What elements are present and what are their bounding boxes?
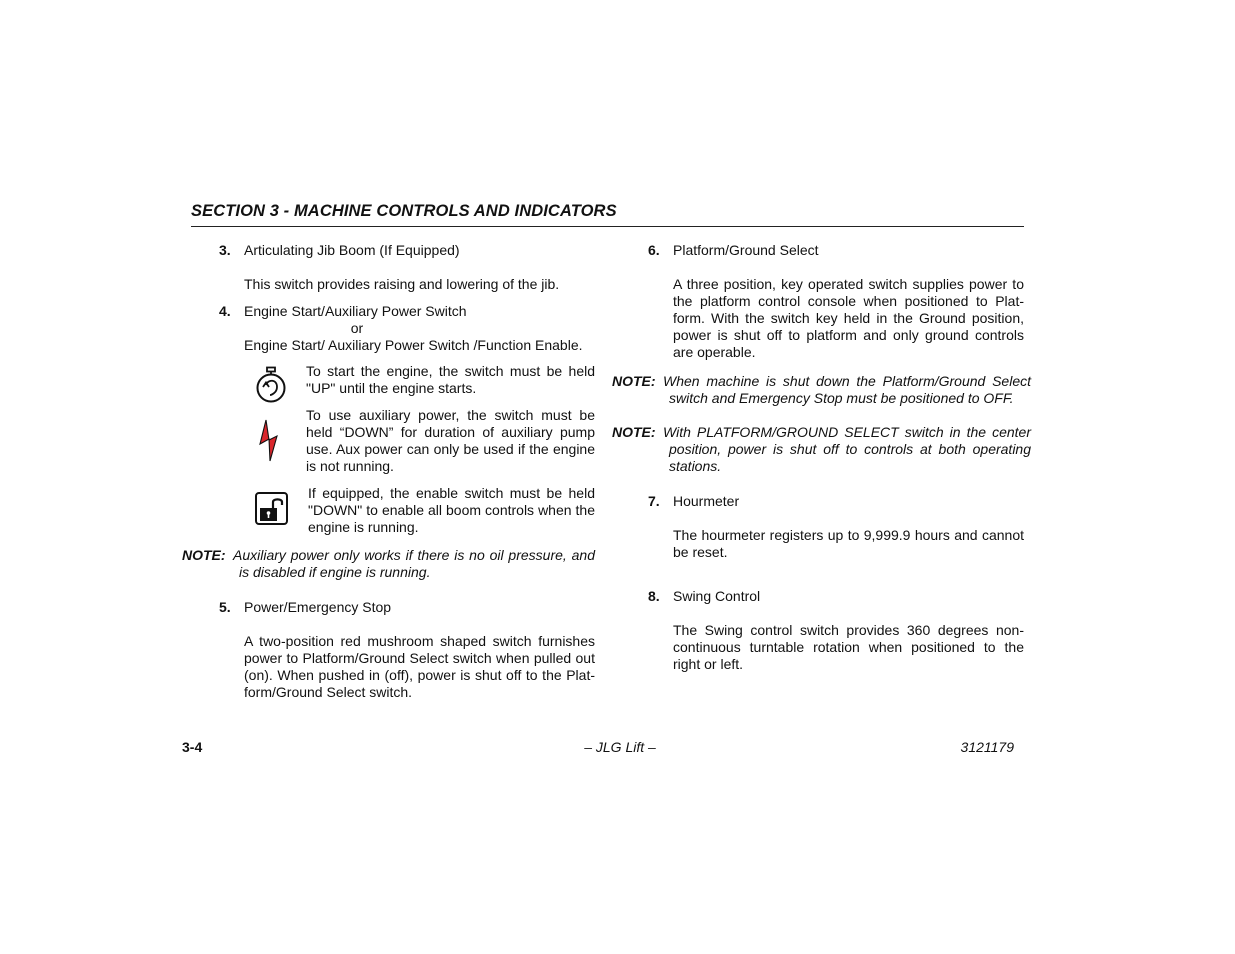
item-3-body: This switch provides raising and lowering of the jib. <box>244 276 560 292</box>
unlock-icon <box>254 491 290 527</box>
item-4-subtitle: Engine Start/ Auxiliary Power Switch /Function Enable. <box>244 337 583 353</box>
note-2-text: When machine is shut down the Platform/Ground Select switch and Emergency Stop must be positioned to OFF. <box>663 373 1031 406</box>
item-3-title: Articulating Jib Boom (If Equipped) <box>244 242 460 258</box>
note-3-label: NOTE: <box>612 424 656 440</box>
header-divider <box>191 226 1024 227</box>
item-6-body: A three position, key operated switch supplies power to the platform control console when positioned to Plat-form. With the switch key held in the Ground position, power is shut off to platform and only ground controls are operable. <box>673 276 1024 360</box>
note-3-text: With PLATFORM/GROUND SELECT switch in the center position, power is shut off to controls at both operating stations. <box>663 424 1031 474</box>
note-1-text <box>233 547 595 581</box>
note-1-body: Auxiliary power only works if there is no oil pressure, and is disabled if engine is running. <box>233 547 595 580</box>
lightning-bolt-icon <box>258 419 280 463</box>
item-5-title: Power/Emergency Stop <box>244 599 392 615</box>
item-8-title: Swing Control <box>673 588 761 604</box>
note-1-label: NOTE: <box>182 547 226 563</box>
function-enable-text: If equipped, the enable switch must be held "DOWN" to enable all boom controls when the engine is running. <box>308 485 595 535</box>
item-7-body: The hourmeter registers up to 9,999.9 hours and cannot be reset. <box>673 527 1024 560</box>
document-number: 3121179 <box>960 739 1014 755</box>
page-number: 3-4 <box>182 739 203 755</box>
engine-start-icon <box>254 366 288 404</box>
engine-start-text: To start the engine, the switch must be held "UP" until the engine starts. <box>306 363 595 396</box>
item-7-title: Hourmeter <box>673 493 740 509</box>
item-6-title: Platform/Ground Select <box>673 242 819 258</box>
item-8-number: 8. <box>648 588 660 604</box>
item-4-title: Engine Start/Auxiliary Power Switch <box>244 303 467 319</box>
footer-brand: – JLG Lift – <box>584 739 656 755</box>
section-title: SECTION 3 - MACHINE CONTROLS AND INDICATORS <box>191 202 617 220</box>
item-8-body: The Swing control switch provides 360 degrees non-continuous turntable rotation when positioned to the right or left. <box>673 622 1024 672</box>
item-4-or: or <box>350 320 364 336</box>
auxiliary-power-text: To use auxiliary power, the switch must be held “DOWN” for duration of auxiliary pump use. Aux power can only be used if the engine is not running. <box>306 407 595 474</box>
item-6-number: 6. <box>648 242 660 258</box>
note-2-label: NOTE: <box>612 373 656 389</box>
item-5-number: 5. <box>219 599 231 615</box>
item-5-body: A two-position red mushroom shaped switch furnishes power to Platform/Ground Select switch when pulled out (on). When pushed in (off), power is shut off to the Plat-form/Ground Select switch. <box>244 633 595 700</box>
item-7-number: 7. <box>648 493 660 509</box>
item-4-number: 4. <box>219 303 231 319</box>
item-3-number: 3. <box>219 242 231 258</box>
